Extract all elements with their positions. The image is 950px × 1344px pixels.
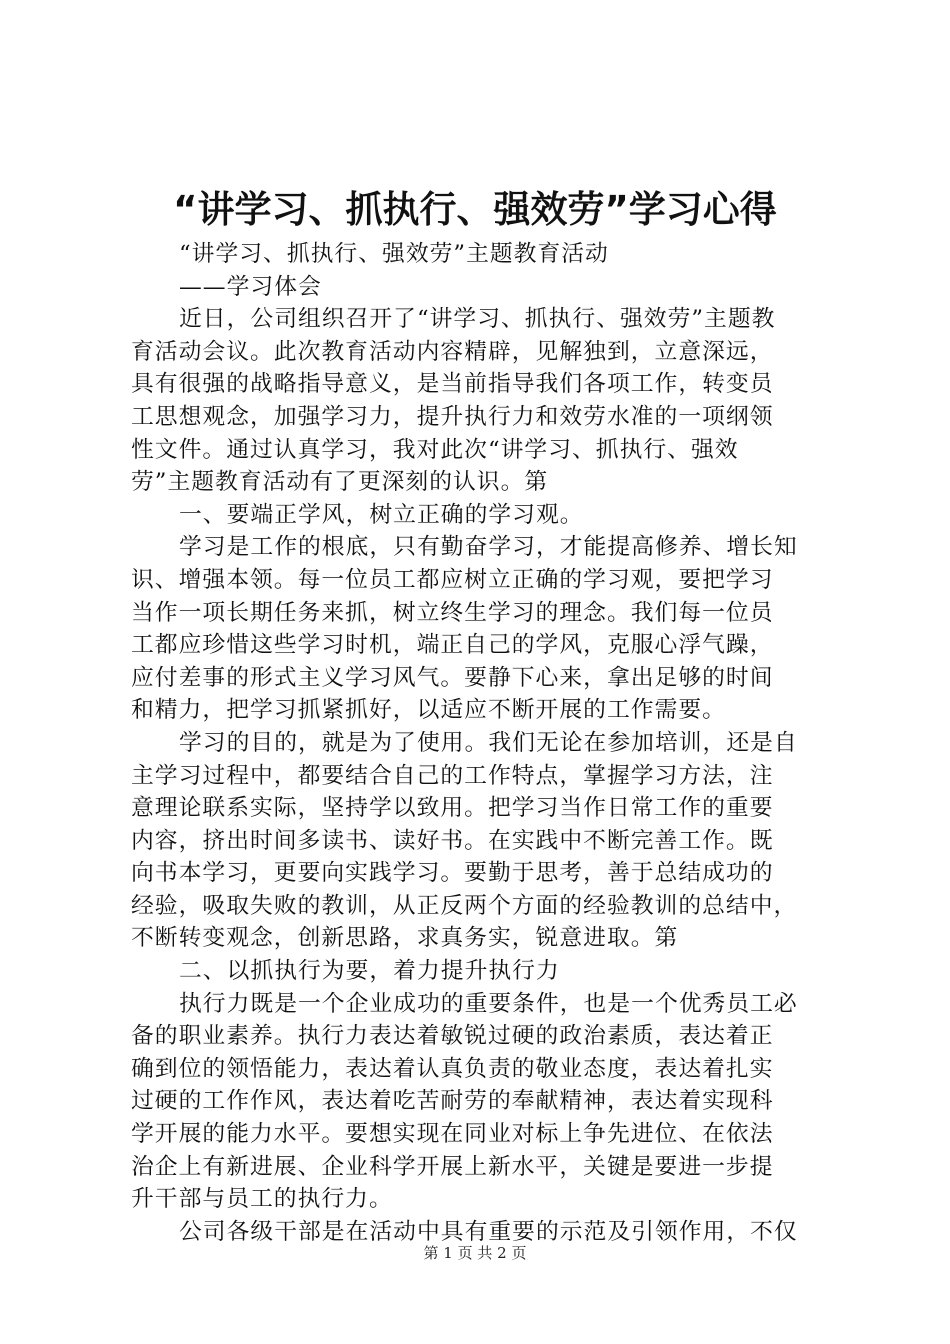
paragraph-line: 性文件。通过认真学习，我对此次“讲学习、抓执行、强效 <box>131 436 739 463</box>
paragraph-line: 主学习过程中，都要结合自己的工作特点，掌握学习方法，注 <box>131 762 774 789</box>
paragraph-line: 不断转变观念，创新思路，求真务实，锐意进取。第 <box>131 925 679 952</box>
page-footer: 第 1 页 共 2 页 <box>423 1244 527 1262</box>
paragraph-line: 工思想观念，加强学习力，提升执行力和效劳水准的一项纲领 <box>131 403 774 430</box>
paragraph-line: 意理论联系实际，坚持学以致用。把学习当作日常工作的重要 <box>131 795 774 822</box>
section-heading: 一、要端正学风，树立正确的学习观。 <box>179 501 584 528</box>
paragraph-line: 治企上有新进展、企业科学开展上新水平，关键是要进一步提 <box>131 1153 774 1180</box>
paragraph-line: 过硬的工作作风，表达着吃苦耐劳的奉献精神，表达着实现科 <box>131 1088 774 1115</box>
paragraph-line: 近日，公司组织召开了“讲学习、抓执行、强效劳”主题教 <box>179 306 776 333</box>
paragraph-line: 具有很强的战略指导意义，是当前指导我们各项工作，转变员 <box>131 371 774 398</box>
section-heading: 二、以抓执行为要，着力提升执行力 <box>179 958 560 985</box>
paragraph-line: 确到位的领悟能力，表达着认真负责的敬业态度，表达着扎实 <box>131 1055 774 1082</box>
subtitle-line: ——学习体会 <box>179 273 322 300</box>
document-body <box>131 238 845 1248</box>
paragraph-line: 公司各级干部是在活动中具有重要的示范及引领作用，不仅 <box>179 1218 798 1245</box>
subtitle-line: “讲学习、抓执行、强效劳”主题教育活动 <box>179 241 609 267</box>
paragraph-line: 和精力，把学习抓紧抓好，以适应不断开展的工作需要。 <box>131 697 726 724</box>
paragraph-line: 内容，挤出时间多读书、读好书。在实践中不断完善工作。既 <box>131 827 774 854</box>
paragraph-line: 劳”主题教育活动有了更深刻的认识。第 <box>131 469 549 496</box>
paragraph-line: 学习的目的，就是为了使用。我们无论在参加培训，还是自 <box>179 729 798 756</box>
paragraph-line: 当作一项长期任务来抓，树立终生学习的理念。我们每一位员 <box>131 599 774 626</box>
paragraph-line: 学开展的能力水平。要想实现在同业对标上争先进位、在依法 <box>131 1121 774 1148</box>
paragraph-line: 应付差事的形式主义学习风气。要静下心来，拿出足够的时间 <box>131 664 774 691</box>
paragraph-line: 向书本学习，更要向实践学习。要勤于思考，善于总结成功的 <box>131 860 774 887</box>
paragraph-line: 学习是工作的根底，只有勤奋学习，才能提高修养、增长知 <box>179 534 798 561</box>
paragraph-line: 工都应珍惜这些学习时机，端正自己的学风，克服心浮气躁， <box>131 632 774 659</box>
paragraph-line: 备的职业素养。执行力表达着敏锐过硬的政治素质，表达着正 <box>131 1023 774 1050</box>
paragraph-line: 识、增强本领。每一位员工都应树立正确的学习观，要把学习 <box>131 566 774 593</box>
paragraph-line: 执行力既是一个企业成功的重要条件，也是一个优秀员工必 <box>179 990 798 1017</box>
document-title: “讲学习、抓执行、强效劳”学习心得 <box>173 188 777 231</box>
paragraph-line: 升干部与员工的执行力。 <box>131 1186 393 1213</box>
paragraph-line: 育活动会议。此次教育活动内容精辟，见解独到，立意深远， <box>131 338 774 365</box>
paragraph-line: 经验，吸取失败的教训，从正反两个方面的经验教训的总结中， <box>131 892 798 919</box>
